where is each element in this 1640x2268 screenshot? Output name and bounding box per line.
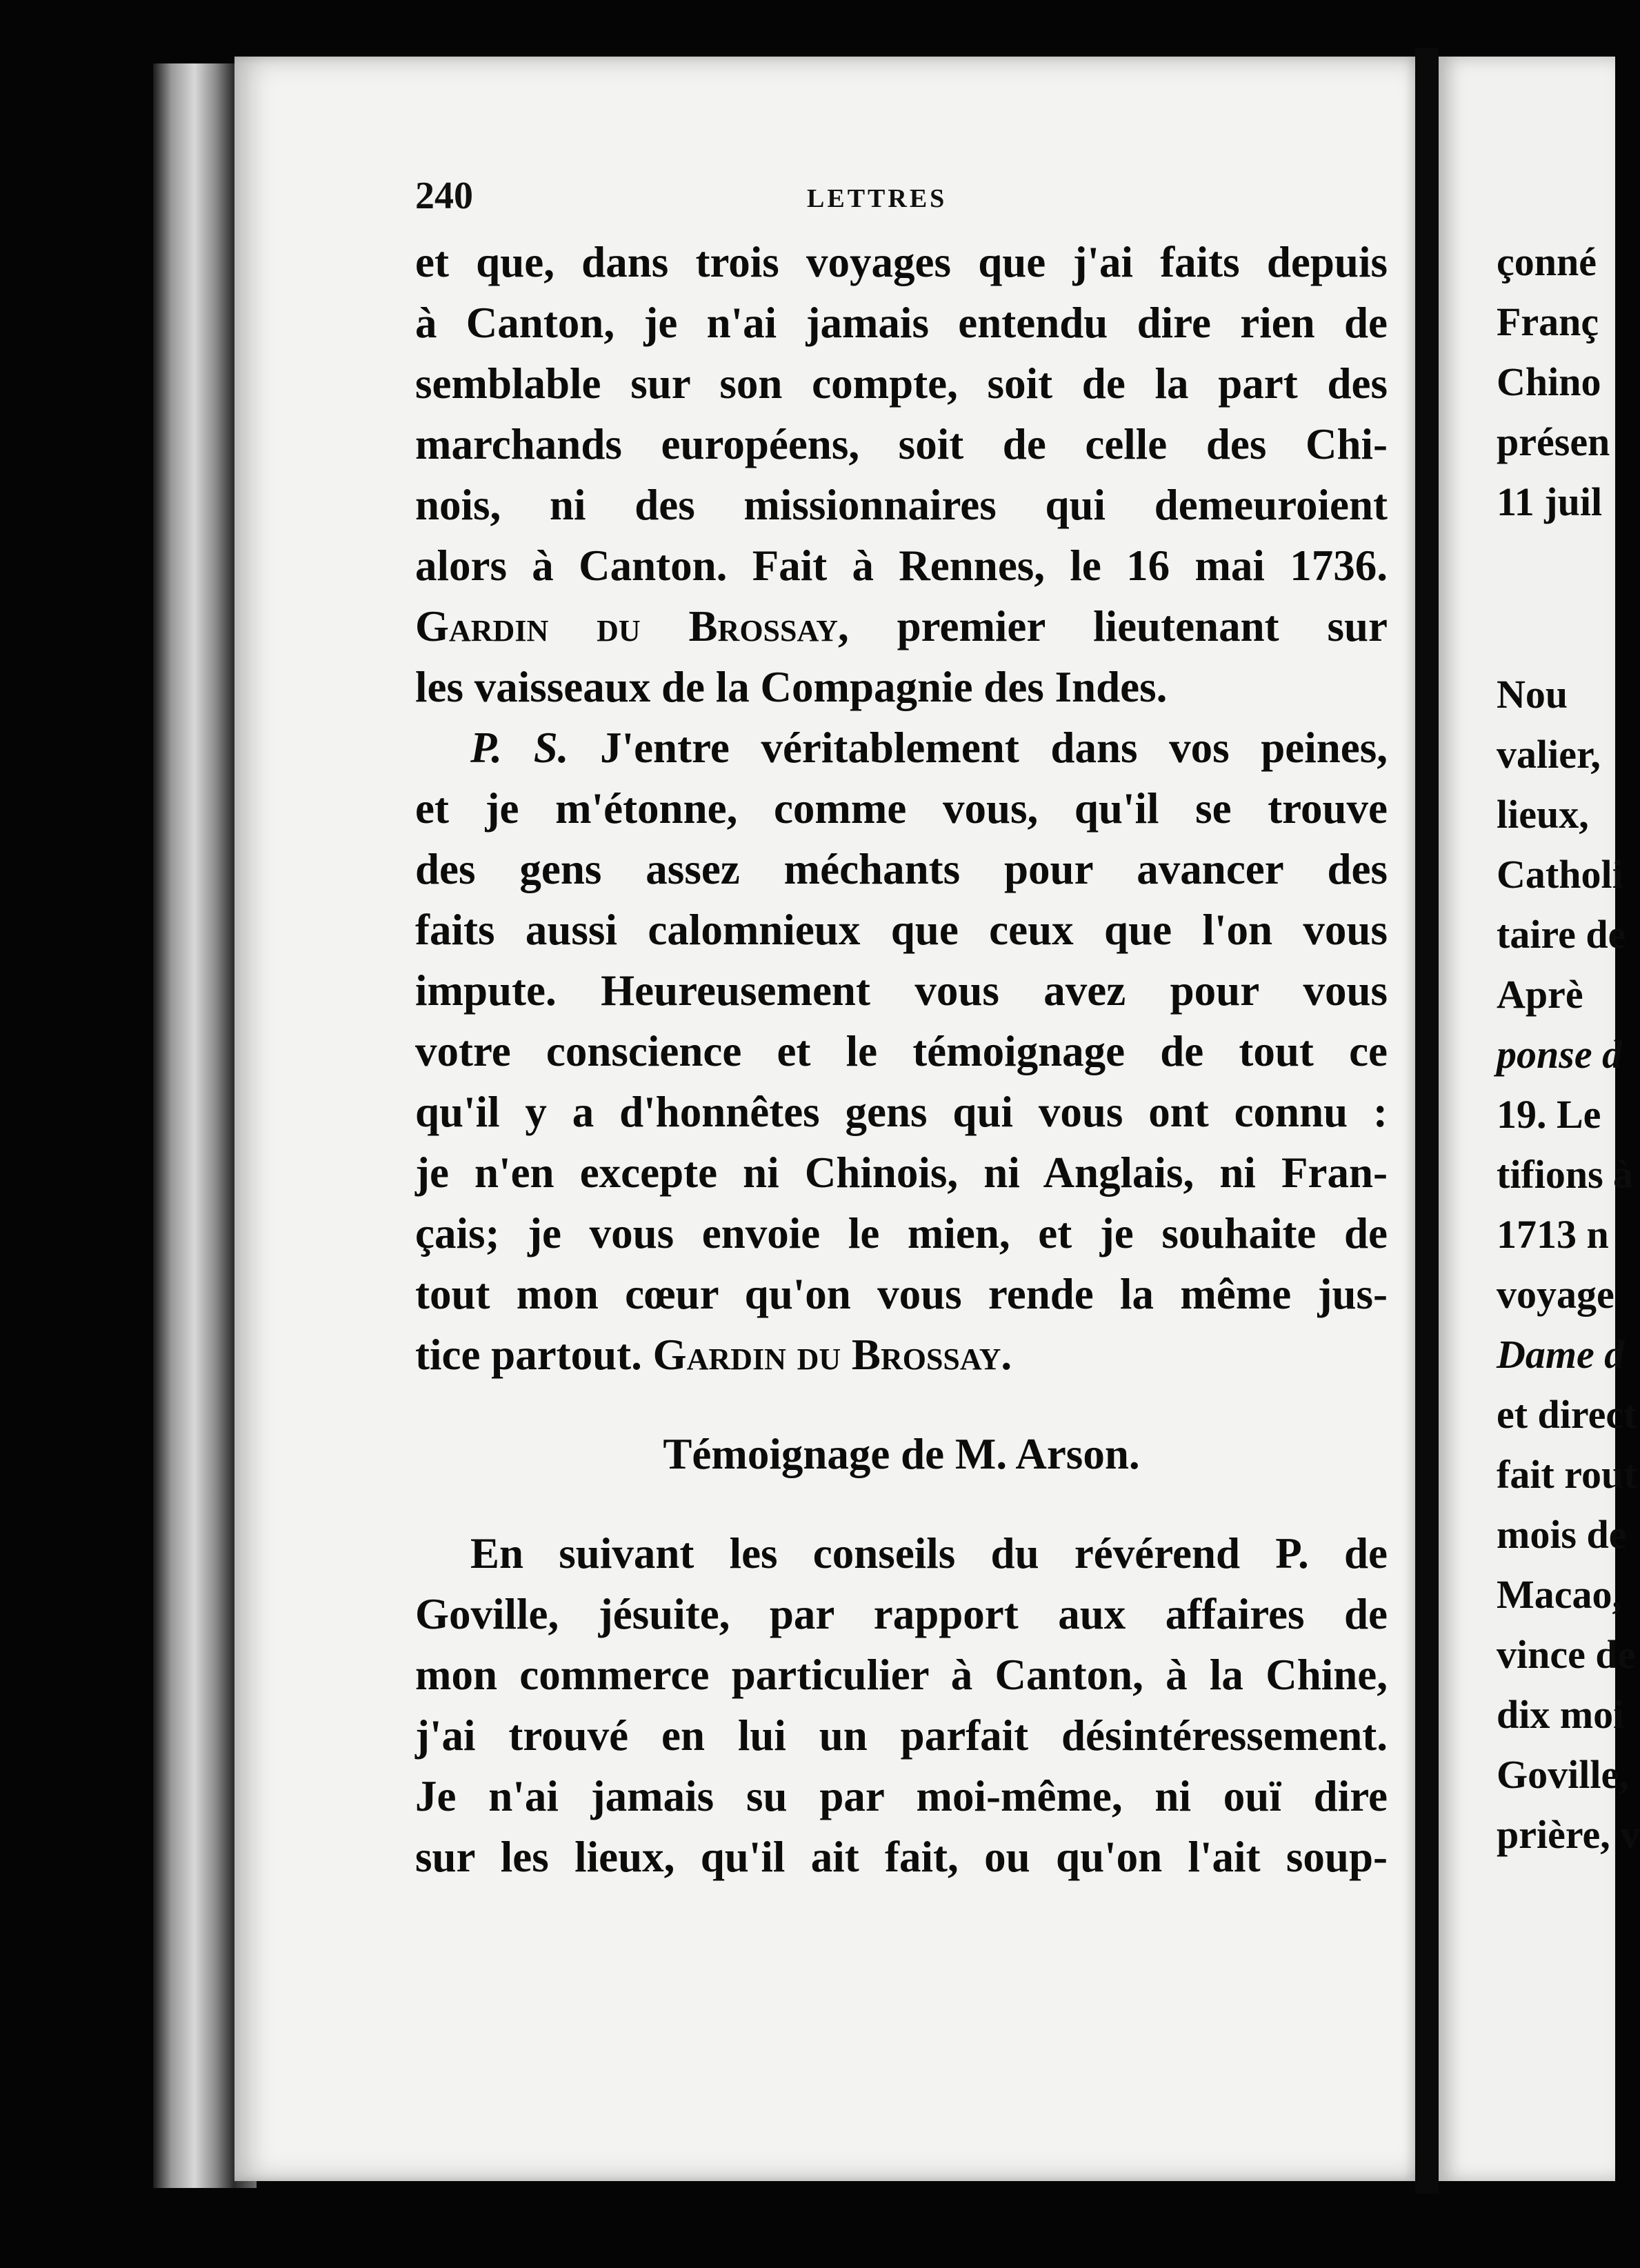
postscript-text: J'entre véritablement dans vos peines, <box>568 724 1388 772</box>
text-line: nois, ni des missionnaires qui demeuroient <box>415 481 1388 529</box>
next-page-line: et direct <box>1497 1392 1637 1437</box>
text-line: les vaisseaux de la Compagnie des Indes. <box>415 663 1168 711</box>
signature-name: Gardin du Brossay. <box>652 1331 1012 1379</box>
text-line: marchands européens, soit de celle des Chi- <box>415 420 1388 468</box>
text-line: tout mon cœur qu'on vous rende la même jus- <box>415 1270 1388 1318</box>
text-line: et je m'étonne, comme vous, qu'il se trouve <box>415 784 1388 833</box>
text-line: En suivant les conseils du révérend P. de <box>470 1529 1388 1578</box>
signature-line <box>415 596 1388 657</box>
text-line: à Canton, je n'ai jamais entendu dire rien de <box>415 299 1388 347</box>
next-page-line: tifions à <box>1497 1152 1634 1197</box>
text-line: alors à Canton. Fait à Rennes, le 16 mai 1736. <box>415 541 1388 590</box>
next-page-line: Macao, <box>1497 1572 1622 1617</box>
postscript-first-line <box>415 717 1388 778</box>
next-page-line: présen <box>1497 419 1610 464</box>
next-page-line: voyage <box>1497 1272 1614 1317</box>
next-page-line: 1713 n <box>1497 1212 1609 1257</box>
book-gutter <box>1415 48 1439 2194</box>
text-line: impute. Heureusement vous avez pour vous <box>415 966 1388 1015</box>
next-page-line: Aprè <box>1497 972 1583 1017</box>
next-page-line: mois de <box>1497 1512 1627 1557</box>
next-page-line: 11 juil <box>1497 479 1603 524</box>
next-page-line: lieux, <box>1497 792 1589 837</box>
page-number: 240 <box>415 175 473 217</box>
text-line: mon commerce particulier à Canton, à la Chine, <box>415 1651 1388 1699</box>
running-title: LETTRES <box>807 184 948 213</box>
spacer <box>415 1484 1388 1523</box>
text-line: Goville, jésuite, par rapport aux affaires de <box>415 1590 1388 1638</box>
signature-rest: , premier lieutenant sur <box>838 602 1388 650</box>
text-line: et que, dans trois voyages que j'ai faits depuis <box>415 238 1388 286</box>
next-page-text <box>1497 232 1640 1864</box>
next-page-line: fait rout <box>1497 1452 1637 1497</box>
next-page-line: taire de <box>1497 912 1626 957</box>
next-page-line: Dame d <box>1497 1332 1625 1377</box>
postscript-label: P. S. <box>470 724 569 772</box>
text-line: semblable sur son compte, soit de la part des <box>415 359 1388 408</box>
spacer <box>1497 598 1640 664</box>
next-page-line: dix moi <box>1497 1692 1625 1737</box>
text-line: qu'il y a d'honnêtes gens qui vous ont connu : <box>415 1088 1388 1136</box>
spacer <box>1497 532 1640 598</box>
text-line: des gens assez méchants pour avancer des <box>415 845 1388 893</box>
page-header <box>415 174 1388 222</box>
next-page-line: Catholi <box>1497 852 1623 897</box>
spacer <box>415 1385 1388 1424</box>
text-line: sur les lieux, qu'il ait fait, ou qu'on l'ait soup- <box>415 1833 1388 1881</box>
text-line: çais; je vous envoie le mien, et je souhaite de <box>415 1209 1388 1257</box>
postscript-end: tice partout. <box>415 1331 653 1379</box>
next-page-line: çonné <box>1497 239 1597 284</box>
next-page-line: Nou <box>1497 672 1568 717</box>
postscript-last-line <box>415 1324 1388 1385</box>
text-line: votre conscience et le témoignage de tout ce <box>415 1027 1388 1075</box>
next-page-line: prière, v <box>1497 1812 1640 1857</box>
signature-name: Gardin du Brossay <box>415 602 838 650</box>
next-page-line: vince de <box>1497 1632 1636 1677</box>
next-page-line: ponse d <box>1497 1032 1623 1077</box>
next-page-line: Goville, <box>1497 1752 1629 1797</box>
text-line: j'ai trouvé en lui un parfait désintéressement. <box>415 1711 1388 1760</box>
text-line: faits aussi calomnieux que ceux que l'on vous <box>415 906 1388 954</box>
next-page-line: 19. Le <box>1497 1092 1601 1137</box>
section-heading: Témoignage de M. Arson. <box>663 1430 1140 1478</box>
next-page-line: Chino <box>1497 359 1601 404</box>
next-page-line: Franç <box>1497 299 1599 344</box>
text-line: Je n'ai jamais su par moi-même, ni ouï dire <box>415 1772 1388 1820</box>
next-page-line: valier, <box>1497 732 1601 777</box>
page-body <box>415 232 1388 1887</box>
text-line: je n'en excepte ni Chinois, ni Anglais, ni Fran- <box>415 1148 1388 1197</box>
